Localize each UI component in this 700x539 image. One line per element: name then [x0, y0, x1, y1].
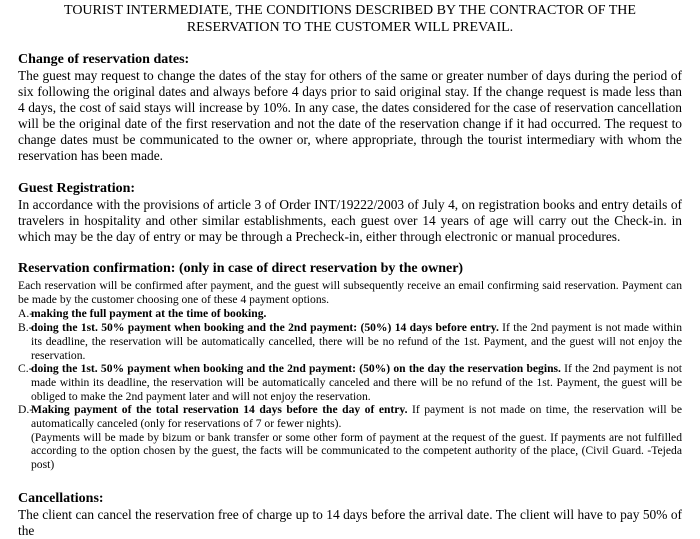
option-label: D.- — [18, 403, 34, 417]
option-label: C.- — [18, 362, 33, 376]
section-body: In accordance with the provisions of article 3 of Order INT/19222/2003 of July 4, on registration books and entry details of travelers in hospitality and other similar establishments, each guest over 14 years of age will carry out the Check-in. in which may be the day of entry or may be through a Precheck-in, either through electronic or manual procedures. — [18, 197, 682, 244]
section-body: The guest may request to change the dates of the stay for others of the same or greater number of days during the period of six following the original dates and always before 4 days prior to said original stay. If the change request is made less than 4 days, the cost of said stays will increase by 10%. In any case, the dates considered for the case of reservation cancellation will be the original date of the first reservation and not the date of the reservation change if it had occurred. The request to change dates must be communicated to the owner or, where appropriate, through the tourist intermediary with whom the reservation has been made. — [18, 68, 682, 163]
section-heading: Cancellations: — [18, 490, 104, 506]
option-text: If the 2nd payment is not made within its deadline, the reservation will be automatically cancelled, there will be no refund of the 1st. Payment, and the guest will not enjoy the reservation. — [31, 321, 682, 362]
document-page — [0, 2, 700, 538]
confirmation-intro: Each reservation will be confirmed after payment, and the guest will subsequently receive an email confirming said reservation. Payment can be made by the customer choosing one of these 4 payment options. — [18, 279, 682, 306]
section-guest-registration — [18, 180, 682, 245]
option-bold-text: doing the 1st. 50% payment when booking and the 2nd payment: (50%) on the day the reservation begins. — [31, 362, 561, 376]
option-label: A.- — [18, 307, 34, 321]
payment-option-b — [18, 321, 682, 362]
option-text: If the 2nd payment is not made within its deadline, the reservation will be automatically canceled and there will be no refund of the 1st. Payment, the guest will be obliged to make the 2nd payment later and will not enjoy the reservation. — [31, 362, 683, 403]
intro-statement: TOURIST INTERMEDIATE, THE CONDITIONS DESCRIBED BY THE CONTRACTOR OF THE RESERVATION TO THE CUSTOMER WILL PREVAIL. — [64, 3, 636, 35]
section-change-dates — [18, 51, 682, 164]
payment-option-c — [18, 362, 682, 403]
option-bold-text: doing the 1st. 50% payment when booking and the 2nd payment: (50%) 14 days before entry. — [31, 321, 499, 335]
option-label: B.- — [18, 321, 33, 335]
section-cancellations — [18, 490, 682, 539]
option-bold-text: making the full payment at the time of booking. — [31, 307, 267, 321]
option-bold-text: Making payment of the total reservation 14 days before the day of entry. — [31, 403, 408, 417]
section-reservation-confirmation — [18, 260, 682, 472]
payment-note: (Payments will be made by bizum or bank transfer or some other form of payment at the request of the guest. If payments are not fulfilled according to the option chosen by the guest, the facts will be communicated to the competent authority of the place, (Civil Guard. -Tejeda post) — [31, 430, 682, 472]
payment-option-d — [18, 403, 682, 430]
section-body: The client can cancel the reservation free of charge up to 14 days before the arrival date. The client will have to pay 50% of the — [18, 506, 682, 538]
section-heading: Change of reservation dates: — [18, 52, 190, 67]
payment-option-a — [18, 307, 682, 321]
option-text: If payment is not made on time, the reservation will be automatically canceled (only for reservations of 7 or fewer nights). — [31, 403, 682, 431]
section-heading: Guest Registration: — [18, 181, 136, 196]
section-heading: Reservation confirmation: (only in case of direct reservation by the owner) — [18, 261, 464, 276]
